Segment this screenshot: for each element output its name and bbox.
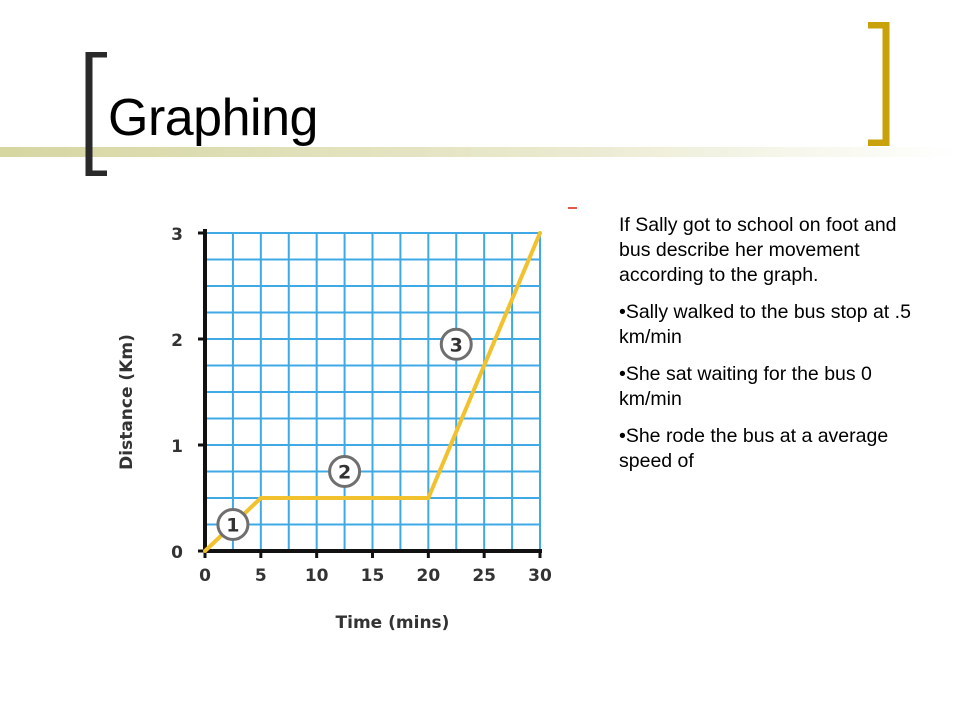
x-axis-label: Time (mins) [335, 613, 450, 633]
y-tick-label: 0 [171, 543, 183, 563]
y-tick-label: 3 [171, 225, 183, 245]
series-point [259, 496, 263, 500]
y-tick-label: 1 [171, 437, 183, 457]
annotation-label: 1 [226, 514, 240, 537]
x-tick-label: 10 [304, 566, 329, 586]
title-underline-rule [0, 147, 960, 157]
slide-body [619, 213, 929, 486]
distance-time-chart [100, 195, 580, 640]
y-tick-label: 2 [171, 331, 183, 351]
annotation-label: 2 [337, 461, 352, 484]
y-axis-label: Distance (Km) [117, 334, 137, 470]
x-tick-label: 15 [360, 566, 385, 586]
bullet-bus: •She rode the bus at a average speed of [619, 425, 889, 472]
x-tick-label: 20 [416, 566, 441, 586]
series-point [203, 549, 207, 553]
x-tick-label: 30 [528, 566, 552, 586]
annotation-label: 3 [449, 334, 463, 357]
x-tick-label: 25 [472, 566, 497, 586]
bullet-waiting: •She sat waiting for the bus 0 km/min [619, 363, 872, 410]
question-paragraph: If Sally got to school on foot and bus describe her movement according to the graph. [619, 214, 897, 286]
series-point [538, 231, 542, 235]
right-bracket-decoration [866, 22, 890, 146]
bullet-walked: •Sally walked to the bus stop at .5 km/min [619, 301, 911, 348]
left-bracket-decoration [85, 52, 109, 176]
x-tick-label: 0 [199, 566, 211, 586]
x-tick-label: 5 [254, 566, 267, 586]
chart-svg [100, 195, 580, 640]
slide-title: Graphing [108, 89, 318, 147]
series-point [426, 496, 430, 500]
